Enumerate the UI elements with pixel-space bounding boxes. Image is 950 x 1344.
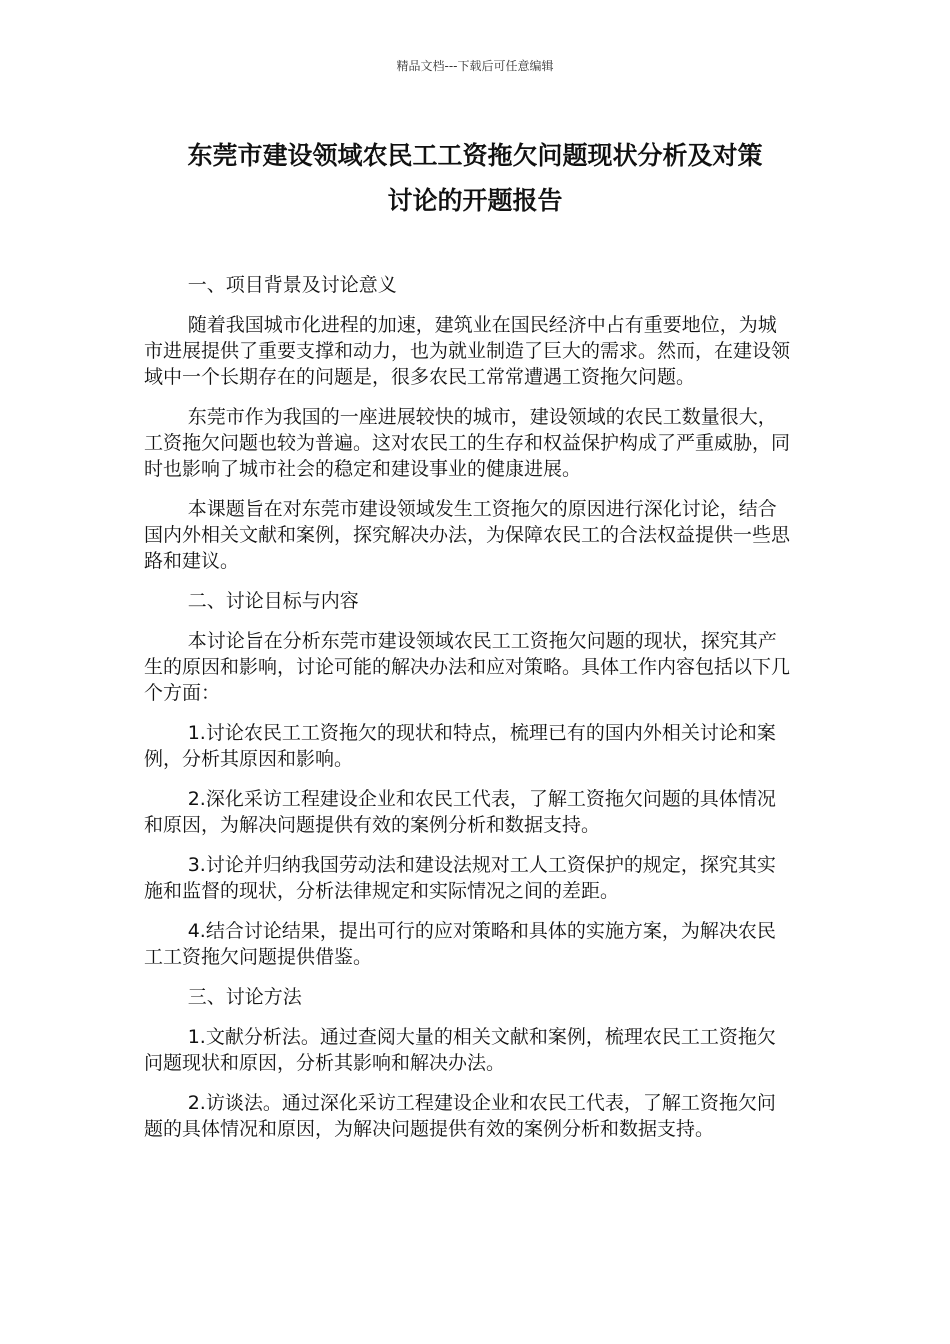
section-2-item-1: 1.讨论农民工工资拖欠的现状和特点，梳理已有的国内外相关讨论和案例，分析其原因和影响。 (144, 722, 776, 770)
section-3-heading: 三、讨论方法 (187, 986, 302, 1008)
title-line-1: 东莞市建设领域农民工工资拖欠问题现状分析及对策 (187, 141, 763, 170)
section-1-paragraph-3: 本课题旨在对东莞市建设领域发生工资拖欠的原因进行深化讨论，结合国内外相关文献和案例，探究解决办法，为保障农民工的合法权益提供一些思路和建议。 (144, 498, 791, 572)
section-2-item-4: 4.结合讨论结果，提出可行的应对策略和具体的实施方案，为解决农民工工资拖欠问题提供借鉴。 (144, 920, 776, 968)
section-2-item-2: 2.深化采访工程建设企业和农民工代表，了解工资拖欠问题的具体情况和原因，为解决问题提供有效的案例分析和数据支持。 (144, 788, 776, 836)
header-note: 精品文档---下载后可任意编辑 (396, 59, 554, 73)
section-2-intro: 本讨论旨在分析东莞市建设领域农民工工资拖欠问题的现状，探究其产生的原因和影响，讨论可能的解决办法和应对策略。具体工作内容包括以下几个方面： (144, 630, 791, 704)
section-3-item-2: 2.访谈法。通过深化采访工程建设企业和农民工代表，了解工资拖欠问题的具体情况和原因，为解决问题提供有效的案例分析和数据支持。 (144, 1092, 776, 1140)
section-3-item-1: 1.文献分析法。通过查阅大量的相关文献和案例，梳理农民工工资拖欠问题现状和原因，分析其影响和解决办法。 (144, 1026, 776, 1074)
document-body (144, 272, 794, 1156)
section-1-heading: 一、项目背景及讨论意义 (187, 274, 397, 296)
section-2-item-3: 3.讨论并归纳我国劳动法和建设法规对工人工资保护的规定，探究其实施和监督的现状，分析法律规定和实际情况之间的差距。 (144, 854, 776, 902)
document-title (120, 133, 830, 223)
section-2-heading: 二、讨论目标与内容 (187, 590, 359, 612)
section-1-paragraph-2: 东莞市作为我国的一座进展较快的城市，建设领域的农民工数量很大，工资拖欠问题也较为普遍。这对农民工的生存和权益保护构成了严重威胁，同时也影响了城市社会的稳定和建设事业的健康进展。 (144, 406, 791, 480)
section-1-paragraph-1: 随着我国城市化进程的加速，建筑业在国民经济中占有重要地位，为城市进展提供了重要支撑和动力，也为就业制造了巨大的需求。然而，在建设领域中一个长期存在的问题是，很多农民工常常遭遇工资拖欠问题。 (144, 314, 791, 388)
title-line-2: 讨论的开题报告 (387, 186, 563, 215)
